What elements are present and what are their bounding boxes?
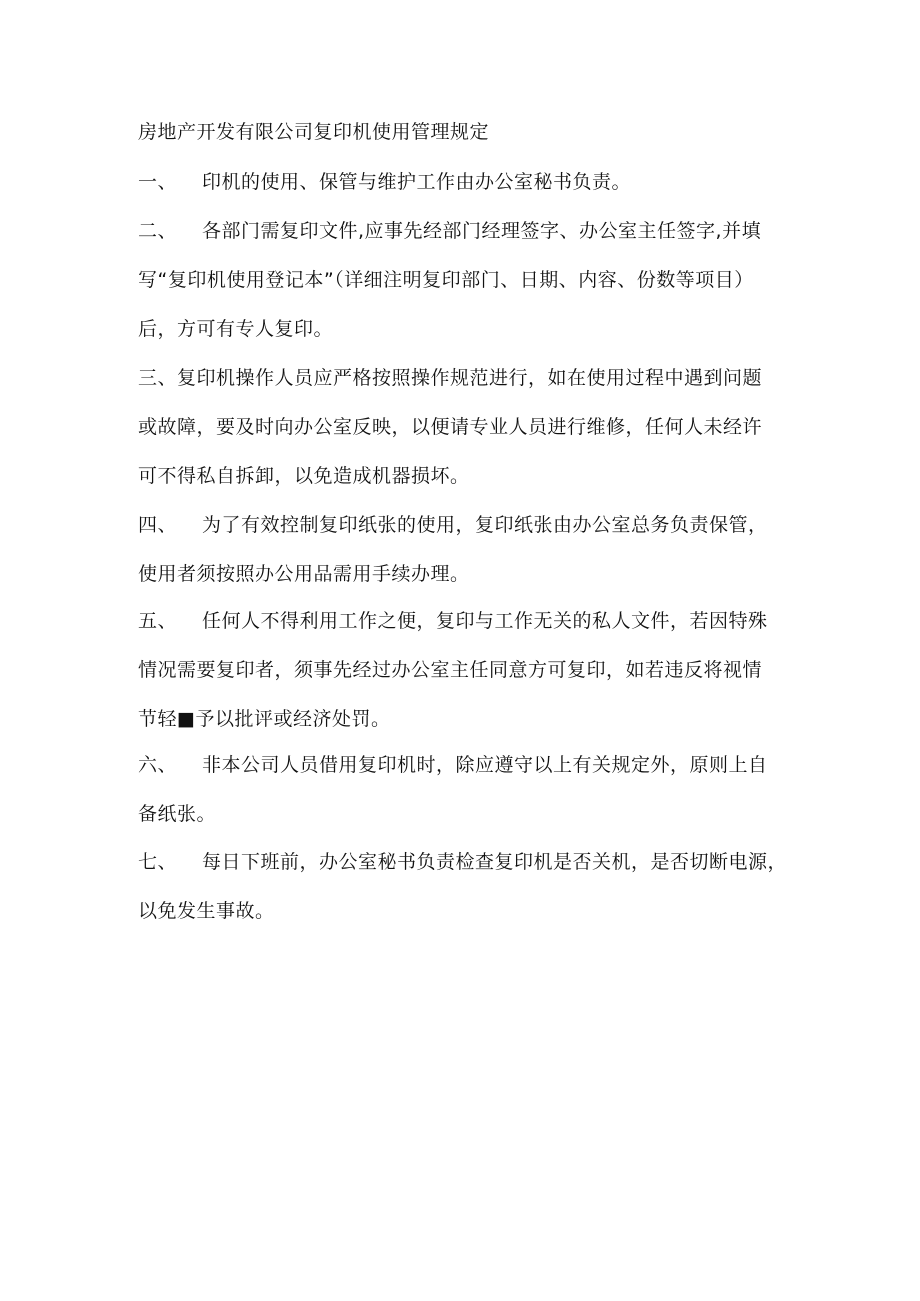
document-title: 房地产开发有限公司复印机使用管理规定 [138,121,490,143]
clause-line: 使用者须按照办公用品需用手续办理。 [138,563,470,585]
clause-7 [138,838,798,936]
clause-line [138,597,798,646]
clause-line: 后，方可有专人复印。 [138,318,334,340]
clause-6 [138,741,798,839]
clause-2 [138,207,798,354]
clause-line: 三、复印机操作人员应严格按照操作规范进行，如在使用过程中遇到问题 [138,367,763,389]
clause-4 [138,501,798,599]
clause-3 [138,354,798,501]
clause-line: 以免发生事故。 [138,900,275,922]
clause-number: 四、 [138,514,178,536]
clause-line: 可不得私自拆卸，以免造成机器损坏。 [138,465,470,487]
clause-number: 二、 [138,220,178,242]
clause-number: 五、 [138,610,178,632]
clause-text: 各部门需复印文件,应事先经部门经理签字、办公室主任签字,并填 [202,220,762,242]
clause-text: 非本公司人员借用复印机时，除应遵守以上有关规定外，原则上自 [202,754,768,776]
clause-line: 或故障，要及时向办公室反映，以便请专业人员进行维修，任何人未经许 [138,416,763,438]
clause-line [138,207,798,256]
clause-line [138,501,798,550]
clause-text: 每日下班前，办公室秘书负责检查复印机是否关机，是否切断电源， [202,851,788,873]
clause-1 [138,158,798,207]
clause-text: 为了有效控制复印纸张的使用，复印纸张由办公室总务负责保管， [202,514,768,536]
clause-line: 备纸张。 [138,803,217,825]
clause-5 [138,597,798,744]
clause-text: 任何人不得利用工作之便，复印与工作无关的私人文件，若因特殊 [202,610,768,632]
clause-text: 印机的使用、保管与维护工作由办公室秘书负责。 [202,171,632,193]
clause-line: 情况需要复印者，须事先经过办公室主任同意方可复印，如若违反将视情 [138,659,763,681]
clause-number: 七、 [138,851,178,873]
clause-line: 节轻■予以批评或经济处罚。 [138,708,391,730]
clause-line: 写“复印机使用登记本”（详细注明复印部门、日期、内容、份数等项目） [138,269,754,291]
clause-number: 六、 [138,754,178,776]
clause-line [138,838,798,887]
clause-line [138,741,798,790]
clause-number: 一、 [138,171,178,193]
clause-line [138,158,798,207]
